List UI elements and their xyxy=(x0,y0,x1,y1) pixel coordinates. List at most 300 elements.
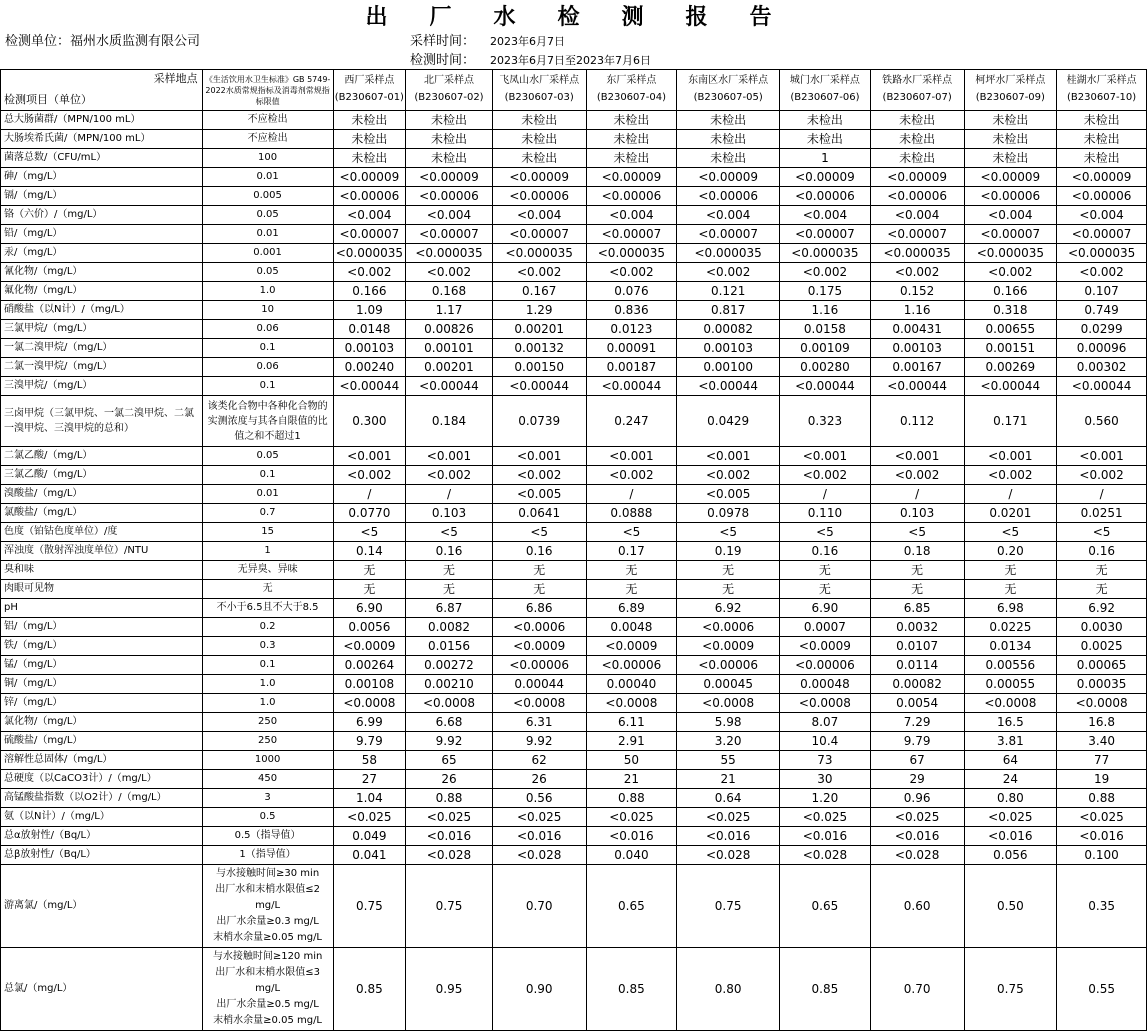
result-value: 0.836 xyxy=(586,301,677,320)
result-value: <0.00007 xyxy=(586,225,677,244)
standard-limit: 0.06 xyxy=(202,358,333,377)
result-value: / xyxy=(586,485,677,504)
result-value: 3.81 xyxy=(964,732,1057,751)
result-value: 无 xyxy=(964,561,1057,580)
result-value: 73 xyxy=(780,751,871,770)
result-value: 21 xyxy=(677,770,780,789)
result-value: 0.152 xyxy=(870,282,964,301)
result-value: 0.0048 xyxy=(586,618,677,637)
site-code: (B230607-07) xyxy=(882,92,952,103)
result-value: <0.016 xyxy=(1057,827,1147,846)
test-item: 铁/（mg/L） xyxy=(1,637,203,656)
result-value: 27 xyxy=(333,770,406,789)
test-item: 总硬度（以CaCO3计）/（mg/L） xyxy=(1,770,203,789)
result-value: 0.16 xyxy=(406,542,493,561)
result-value: 6.11 xyxy=(586,713,677,732)
result-value: 0.56 xyxy=(492,789,586,808)
standard-limit: 不应检出 xyxy=(202,111,333,130)
result-value: 8.07 xyxy=(780,713,871,732)
result-value: <0.000035 xyxy=(780,244,871,263)
result-value: 0.00269 xyxy=(964,358,1057,377)
result-value: <0.00006 xyxy=(677,187,780,206)
result-value: 26 xyxy=(492,770,586,789)
standard-limit: 0.3 xyxy=(202,637,333,656)
result-value: <5 xyxy=(586,523,677,542)
corner-site-label: 采样地点 xyxy=(153,72,198,85)
result-value: 0.00201 xyxy=(406,358,493,377)
table-row xyxy=(1,637,1147,656)
result-value: 0.00091 xyxy=(586,339,677,358)
result-value: 6.90 xyxy=(333,599,406,618)
result-value: <0.001 xyxy=(780,447,871,466)
result-value: 无 xyxy=(870,580,964,599)
standard-limit: 0.06 xyxy=(202,320,333,339)
result-value: 0.0429 xyxy=(677,396,780,447)
test-time-label: 检测时间： xyxy=(410,53,476,68)
result-value: <0.00007 xyxy=(492,225,586,244)
result-value: 未检出 xyxy=(870,111,964,130)
result-value: 未检出 xyxy=(586,149,677,168)
result-value: <0.0006 xyxy=(677,618,780,637)
report-table xyxy=(0,69,1147,1031)
result-value: <0.002 xyxy=(677,466,780,485)
site-name: 飞凤山水厂采样点 xyxy=(499,75,580,86)
result-value: <0.00044 xyxy=(406,377,493,396)
result-value: <0.002 xyxy=(870,466,964,485)
site-code: (B230607-09) xyxy=(975,92,1045,103)
result-value: 0.0032 xyxy=(870,618,964,637)
corner-cell xyxy=(1,70,203,111)
result-value: 65 xyxy=(406,751,493,770)
result-value: 0.560 xyxy=(1057,396,1147,447)
result-value: <0.001 xyxy=(586,447,677,466)
result-value: <0.028 xyxy=(492,846,586,865)
test-item: 大肠埃希氏菌/（MPN/100 mL） xyxy=(1,130,203,149)
result-value: <0.002 xyxy=(492,466,586,485)
result-value: 0.00151 xyxy=(964,339,1057,358)
site-code: (B230607-10) xyxy=(1067,92,1137,103)
result-value: 9.79 xyxy=(333,732,406,751)
site-name: 城门水厂采样点 xyxy=(789,75,860,86)
result-value: 1.16 xyxy=(870,301,964,320)
standard-limit: 10 xyxy=(202,301,333,320)
result-value: <0.000035 xyxy=(677,244,780,263)
result-value: 无 xyxy=(492,580,586,599)
result-value: <0.002 xyxy=(406,466,493,485)
result-value: 无 xyxy=(780,580,871,599)
standard-limit: 0.2 xyxy=(202,618,333,637)
result-value: 0.00040 xyxy=(586,675,677,694)
result-value: <0.016 xyxy=(492,827,586,846)
result-value: 0.00302 xyxy=(1057,358,1147,377)
result-value: 24 xyxy=(964,770,1057,789)
result-value: 16.8 xyxy=(1057,713,1147,732)
table-row xyxy=(1,225,1147,244)
standard-limit: 无异臭、异味 xyxy=(202,561,333,580)
table-row xyxy=(1,561,1147,580)
result-value: 0.75 xyxy=(406,865,493,948)
standard-limit-line: 与水接触时间≥30 min xyxy=(216,868,320,879)
result-value: 64 xyxy=(964,751,1057,770)
site-name: 东南区水厂采样点 xyxy=(688,75,769,86)
standard-limit: 0.05 xyxy=(202,263,333,282)
test-item: 高锰酸盐指数（以O2计）/（mg/L） xyxy=(1,789,203,808)
result-value: 1.20 xyxy=(780,789,871,808)
result-value: <5 xyxy=(677,523,780,542)
result-value: / xyxy=(870,485,964,504)
result-value: 0.0114 xyxy=(870,656,964,675)
standard-limit: 该类化合物中各种化合物的实测浓度与其各自限值的比值之和不超过1 xyxy=(202,396,333,447)
result-value: 0.0299 xyxy=(1057,320,1147,339)
result-value: 0.85 xyxy=(780,948,871,1031)
result-value: <0.028 xyxy=(406,846,493,865)
test-item: 锌/（mg/L） xyxy=(1,694,203,713)
result-value: <0.001 xyxy=(492,447,586,466)
result-value: 0.88 xyxy=(406,789,493,808)
result-value: 9.92 xyxy=(406,732,493,751)
result-value: 0.00132 xyxy=(492,339,586,358)
result-value: 未检出 xyxy=(677,111,780,130)
result-value: 0.0156 xyxy=(406,637,493,656)
result-value: 0.50 xyxy=(964,865,1057,948)
table-row xyxy=(1,358,1147,377)
result-value: 未检出 xyxy=(870,149,964,168)
site-code: (B230607-03) xyxy=(504,92,574,103)
test-item: 镉/（mg/L） xyxy=(1,187,203,206)
test-item: 氨（以N计）/（mg/L） xyxy=(1,808,203,827)
table-row xyxy=(1,320,1147,339)
site-header-cell xyxy=(780,70,871,111)
result-value: <0.001 xyxy=(677,447,780,466)
result-value: <0.0008 xyxy=(333,694,406,713)
standard-limit-line: 出厂水和末梢水限值≤3 mg/L xyxy=(215,967,320,994)
result-value: <0.000035 xyxy=(964,244,1057,263)
result-value: 0.00103 xyxy=(677,339,780,358)
result-value: 21 xyxy=(586,770,677,789)
result-value: <0.025 xyxy=(870,808,964,827)
result-value: 0.0007 xyxy=(780,618,871,637)
result-value: <0.00009 xyxy=(1057,168,1147,187)
test-item: 三卤甲烷（三氯甲烷、一氯二溴甲烷、二氯一溴甲烷、三溴甲烷的总和） xyxy=(1,396,203,447)
result-value: <0.00006 xyxy=(780,656,871,675)
table-row xyxy=(1,948,1147,1031)
test-item: 铜/（mg/L） xyxy=(1,675,203,694)
result-value: <0.025 xyxy=(964,808,1057,827)
site-name: 柯坪水厂采样点 xyxy=(975,75,1046,86)
test-item: 游离氯/（mg/L） xyxy=(1,865,203,948)
result-value: 6.86 xyxy=(492,599,586,618)
table-row xyxy=(1,751,1147,770)
test-item: 铝/（mg/L） xyxy=(1,618,203,637)
standard-limit: 0.5 xyxy=(202,808,333,827)
table-row xyxy=(1,504,1147,523)
result-value: 0.0107 xyxy=(870,637,964,656)
result-value: 26 xyxy=(406,770,493,789)
site-code: (B230607-05) xyxy=(693,92,763,103)
result-value: <0.002 xyxy=(780,263,871,282)
test-item: 肉眼可见物 xyxy=(1,580,203,599)
result-value: <0.001 xyxy=(1057,447,1147,466)
standard-limit: 450 xyxy=(202,770,333,789)
result-value: 0.0770 xyxy=(333,504,406,523)
result-value: 5.98 xyxy=(677,713,780,732)
result-value: 0.175 xyxy=(780,282,871,301)
standard-limit: 250 xyxy=(202,732,333,751)
result-value: 0.64 xyxy=(677,789,780,808)
result-value: 6.68 xyxy=(406,713,493,732)
result-value: 0.00055 xyxy=(964,675,1057,694)
standard-limit-line: 与水接触时间≥120 min xyxy=(212,951,323,962)
result-value: <0.016 xyxy=(964,827,1057,846)
site-header-cell xyxy=(1057,70,1147,111)
test-item: 氯酸盐/（mg/L） xyxy=(1,504,203,523)
result-value: <0.00006 xyxy=(870,187,964,206)
result-value: 无 xyxy=(677,561,780,580)
result-value: <5 xyxy=(1057,523,1147,542)
table-row xyxy=(1,713,1147,732)
standard-limit: 0.5（指导值） xyxy=(202,827,333,846)
test-item: 氟化物/（mg/L） xyxy=(1,282,203,301)
result-value: 29 xyxy=(870,770,964,789)
result-value: 0.0888 xyxy=(586,504,677,523)
result-value: 0.749 xyxy=(1057,301,1147,320)
test-item: 臭和味 xyxy=(1,561,203,580)
result-value: 6.92 xyxy=(677,599,780,618)
result-value: / xyxy=(333,485,406,504)
result-value: 0.16 xyxy=(492,542,586,561)
result-value: 0.35 xyxy=(1057,865,1147,948)
result-value: <0.0008 xyxy=(677,694,780,713)
test-item: 氯化物/（mg/L） xyxy=(1,713,203,732)
result-value: 无 xyxy=(406,580,493,599)
result-value: <0.016 xyxy=(780,827,871,846)
result-value: <0.00007 xyxy=(333,225,406,244)
site-code: (B230607-04) xyxy=(596,92,666,103)
site-name: 北厂采样点 xyxy=(423,75,474,86)
result-value: 0.323 xyxy=(780,396,871,447)
standard-limit xyxy=(202,948,333,1031)
result-value: <0.00007 xyxy=(1057,225,1147,244)
standard-limit: 0.7 xyxy=(202,504,333,523)
table-row xyxy=(1,149,1147,168)
standard-limit: 不应检出 xyxy=(202,130,333,149)
result-value: 0.16 xyxy=(1057,542,1147,561)
result-value: <0.00006 xyxy=(586,656,677,675)
standard-limit: 100 xyxy=(202,149,333,168)
result-value: 0.00065 xyxy=(1057,656,1147,675)
result-value: 0.040 xyxy=(586,846,677,865)
result-value: <0.00006 xyxy=(492,187,586,206)
result-value: <0.00006 xyxy=(406,187,493,206)
site-name: 西厂采样点 xyxy=(344,75,395,86)
result-value: <0.028 xyxy=(677,846,780,865)
result-value: <0.004 xyxy=(586,206,677,225)
result-value: 0.80 xyxy=(964,789,1057,808)
result-value: <0.002 xyxy=(870,263,964,282)
sample-time: 2023年6月7日 xyxy=(490,35,565,48)
table-row xyxy=(1,808,1147,827)
result-value: <0.005 xyxy=(677,485,780,504)
result-value: 10.4 xyxy=(780,732,871,751)
test-item: 二氯一溴甲烷/（mg/L） xyxy=(1,358,203,377)
table-row xyxy=(1,301,1147,320)
result-value: 未检出 xyxy=(870,130,964,149)
test-item: pH xyxy=(1,599,203,618)
result-value: <0.00009 xyxy=(677,168,780,187)
result-value: 未检出 xyxy=(780,111,871,130)
result-value: <0.00006 xyxy=(677,656,780,675)
result-value: 0.107 xyxy=(1057,282,1147,301)
result-value: <0.0008 xyxy=(964,694,1057,713)
result-value: 0.00210 xyxy=(406,675,493,694)
result-value: <0.000035 xyxy=(586,244,677,263)
result-value: <0.000035 xyxy=(492,244,586,263)
result-value: <0.00044 xyxy=(964,377,1057,396)
test-item: 总氯/（mg/L） xyxy=(1,948,203,1031)
result-value: 0.166 xyxy=(333,282,406,301)
result-value: 0.00045 xyxy=(677,675,780,694)
result-value: 未检出 xyxy=(406,111,493,130)
site-header-cell xyxy=(870,70,964,111)
test-item: 二氯乙酸/（mg/L） xyxy=(1,447,203,466)
result-value: 0.75 xyxy=(964,948,1057,1031)
result-value: <0.00044 xyxy=(492,377,586,396)
result-value: <0.025 xyxy=(780,808,871,827)
test-item: 浑浊度（散射浑浊度单位）/NTU xyxy=(1,542,203,561)
result-value: 16.5 xyxy=(964,713,1057,732)
result-value: 0.247 xyxy=(586,396,677,447)
result-value: <0.016 xyxy=(677,827,780,846)
result-value: <0.0009 xyxy=(586,637,677,656)
result-value: <0.028 xyxy=(780,846,871,865)
result-value: 0.19 xyxy=(677,542,780,561)
test-item: 三氯乙酸/（mg/L） xyxy=(1,466,203,485)
result-value: <0.00007 xyxy=(780,225,871,244)
test-item: 氰化物/（mg/L） xyxy=(1,263,203,282)
result-value: <0.001 xyxy=(333,447,406,466)
result-value: <0.002 xyxy=(586,466,677,485)
test-item: 色度（铂钴色度单位）/度 xyxy=(1,523,203,542)
result-value: <5 xyxy=(406,523,493,542)
result-value: <0.025 xyxy=(406,808,493,827)
standard-limit: 0.05 xyxy=(202,447,333,466)
result-value: 0.65 xyxy=(780,865,871,948)
table-row xyxy=(1,130,1147,149)
test-time: 2023年6月7日至2023年7月6日 xyxy=(490,54,651,67)
result-value: <0.00006 xyxy=(333,187,406,206)
standard-limit: 0.05 xyxy=(202,206,333,225)
site-code: (B230607-06) xyxy=(790,92,860,103)
standard-limit: 0.1 xyxy=(202,377,333,396)
test-item: 溶解性总固体/（mg/L） xyxy=(1,751,203,770)
result-value: <0.025 xyxy=(586,808,677,827)
result-value: <0.0008 xyxy=(1057,694,1147,713)
result-value: <0.00006 xyxy=(780,187,871,206)
result-value: 0.55 xyxy=(1057,948,1147,1031)
result-value: <0.004 xyxy=(492,206,586,225)
result-value: 0.103 xyxy=(406,504,493,523)
result-value: <0.00007 xyxy=(870,225,964,244)
result-value: 0.0148 xyxy=(333,320,406,339)
result-value: <0.00006 xyxy=(964,187,1057,206)
site-code: (B230607-01) xyxy=(334,92,404,103)
standard-limit: 1.0 xyxy=(202,675,333,694)
result-value: 0.0030 xyxy=(1057,618,1147,637)
result-value: <0.00044 xyxy=(870,377,964,396)
result-value: <0.0009 xyxy=(492,637,586,656)
result-value: <0.000035 xyxy=(1057,244,1147,263)
corner-item-label: 检测项目（单位） xyxy=(4,93,92,106)
result-value: 未检出 xyxy=(333,111,406,130)
result-value: 6.31 xyxy=(492,713,586,732)
result-value: 未检出 xyxy=(964,149,1057,168)
table-row xyxy=(1,789,1147,808)
result-value: 0.00103 xyxy=(870,339,964,358)
result-value: 7.29 xyxy=(870,713,964,732)
result-value: 未检出 xyxy=(492,111,586,130)
test-item: 三氯甲烷/（mg/L） xyxy=(1,320,203,339)
table-row xyxy=(1,263,1147,282)
result-value: 6.99 xyxy=(333,713,406,732)
result-value: <0.00009 xyxy=(780,168,871,187)
result-value: 1.04 xyxy=(333,789,406,808)
result-value: / xyxy=(964,485,1057,504)
table-row xyxy=(1,244,1147,263)
result-value: <0.00044 xyxy=(677,377,780,396)
test-item: 一氯二溴甲烷/（mg/L） xyxy=(1,339,203,358)
result-value: 无 xyxy=(870,561,964,580)
table-row xyxy=(1,485,1147,504)
test-item: 菌落总数/（CFU/mL） xyxy=(1,149,203,168)
result-value: 0.184 xyxy=(406,396,493,447)
result-value: <0.004 xyxy=(870,206,964,225)
result-value: <0.0006 xyxy=(492,618,586,637)
standard-limit: 不小于6.5且不大于8.5 xyxy=(202,599,333,618)
site-name: 桂湖水厂采样点 xyxy=(1066,75,1137,86)
result-value: 0.00103 xyxy=(333,339,406,358)
result-value: <0.002 xyxy=(586,263,677,282)
result-value: <0.0008 xyxy=(780,694,871,713)
report-title: 出 厂 水 检 测 报 告 xyxy=(365,4,782,30)
result-value: <0.00009 xyxy=(870,168,964,187)
result-value: 0.00556 xyxy=(964,656,1057,675)
result-value: 0.817 xyxy=(677,301,780,320)
result-value: <0.016 xyxy=(406,827,493,846)
result-value: 0.75 xyxy=(677,865,780,948)
result-value: 0.0056 xyxy=(333,618,406,637)
standard-limit: 1 xyxy=(202,542,333,561)
result-value: <0.00044 xyxy=(1057,377,1147,396)
standard-limit: 1（指导值） xyxy=(202,846,333,865)
result-value: / xyxy=(1057,485,1147,504)
test-item: 锰/（mg/L） xyxy=(1,656,203,675)
result-value: <0.00044 xyxy=(586,377,677,396)
result-value: 0.318 xyxy=(964,301,1057,320)
result-value: 6.90 xyxy=(780,599,871,618)
result-value: 0.16 xyxy=(780,542,871,561)
table-row xyxy=(1,339,1147,358)
standard-limit-line: 末梢水余量≥0.05 mg/L xyxy=(213,1015,323,1026)
result-value: <0.0008 xyxy=(406,694,493,713)
result-value: 0.0641 xyxy=(492,504,586,523)
result-value: <0.00009 xyxy=(333,168,406,187)
standard-limit: 0.1 xyxy=(202,339,333,358)
result-value: 未检出 xyxy=(1057,149,1147,168)
result-value: 19 xyxy=(1057,770,1147,789)
result-value: 62 xyxy=(492,751,586,770)
table-row xyxy=(1,694,1147,713)
table-row xyxy=(1,865,1147,948)
